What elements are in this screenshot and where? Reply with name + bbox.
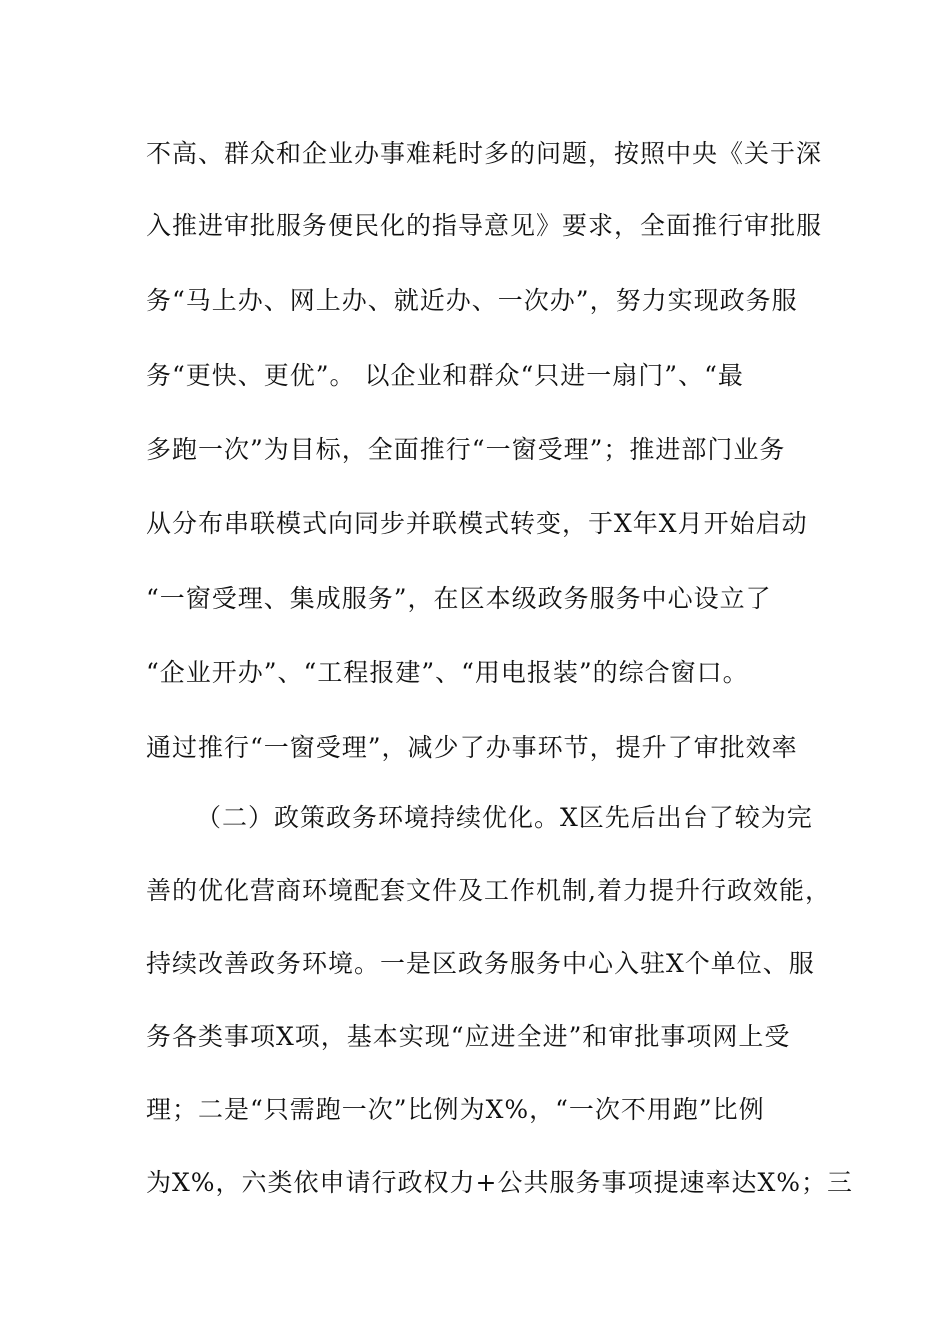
text-line-13: 务各类事项X项，基本实现“应进全进”和审批事项网上受 [146, 1022, 791, 1051]
text-line-6: 从分布串联模式向同步并联模式转变，于X年X月开始启动 [146, 509, 808, 538]
text-line-14: 理；二是“只需跑一次”比例为X%，“一次不用跑”比例 [146, 1095, 765, 1124]
text-line-10: （二）政策政务环境持续优化。X区先后出台了较为完 [196, 803, 813, 832]
text-line-8: “企业开办”、“工程报建”、“用电报装”的综合窗口。 [146, 658, 749, 687]
text-line-4: 务“更快、更优”。 以企业和群众“只进一扇门”、“最 [146, 361, 744, 390]
text-line-12: 持续改善政务环境。一是区政务服务中心入驻X个单位、服 [146, 949, 815, 978]
text-line-11: 善的优化营商环境配套文件及工作机制,着力提升行政效能， [146, 876, 831, 905]
text-line-7: “一窗受理、集成服务”，在区本级政务服务中心设立了 [146, 584, 772, 613]
text-line-3: 务“马上办、网上办、就近办、一次办”，努力实现政务服 [146, 286, 798, 315]
text-line-15: 为X%，六类依申请行政权力+公共服务事项提速率达X%；三 [146, 1168, 854, 1197]
text-line-9: 通过推行“一窗受理”，减少了办事环节，提升了审批效率 [146, 733, 798, 762]
text-line-2: 入推进审批服务便民化的指导意见》要求，全面推行审批服 [146, 211, 823, 240]
text-line-1: 不高、群众和企业办事难耗时多的问题，按照中央《关于深 [146, 139, 823, 168]
text-line-5: 多跑一次”为目标，全面推行“一窗受理”；推进部门业务 [146, 435, 786, 464]
